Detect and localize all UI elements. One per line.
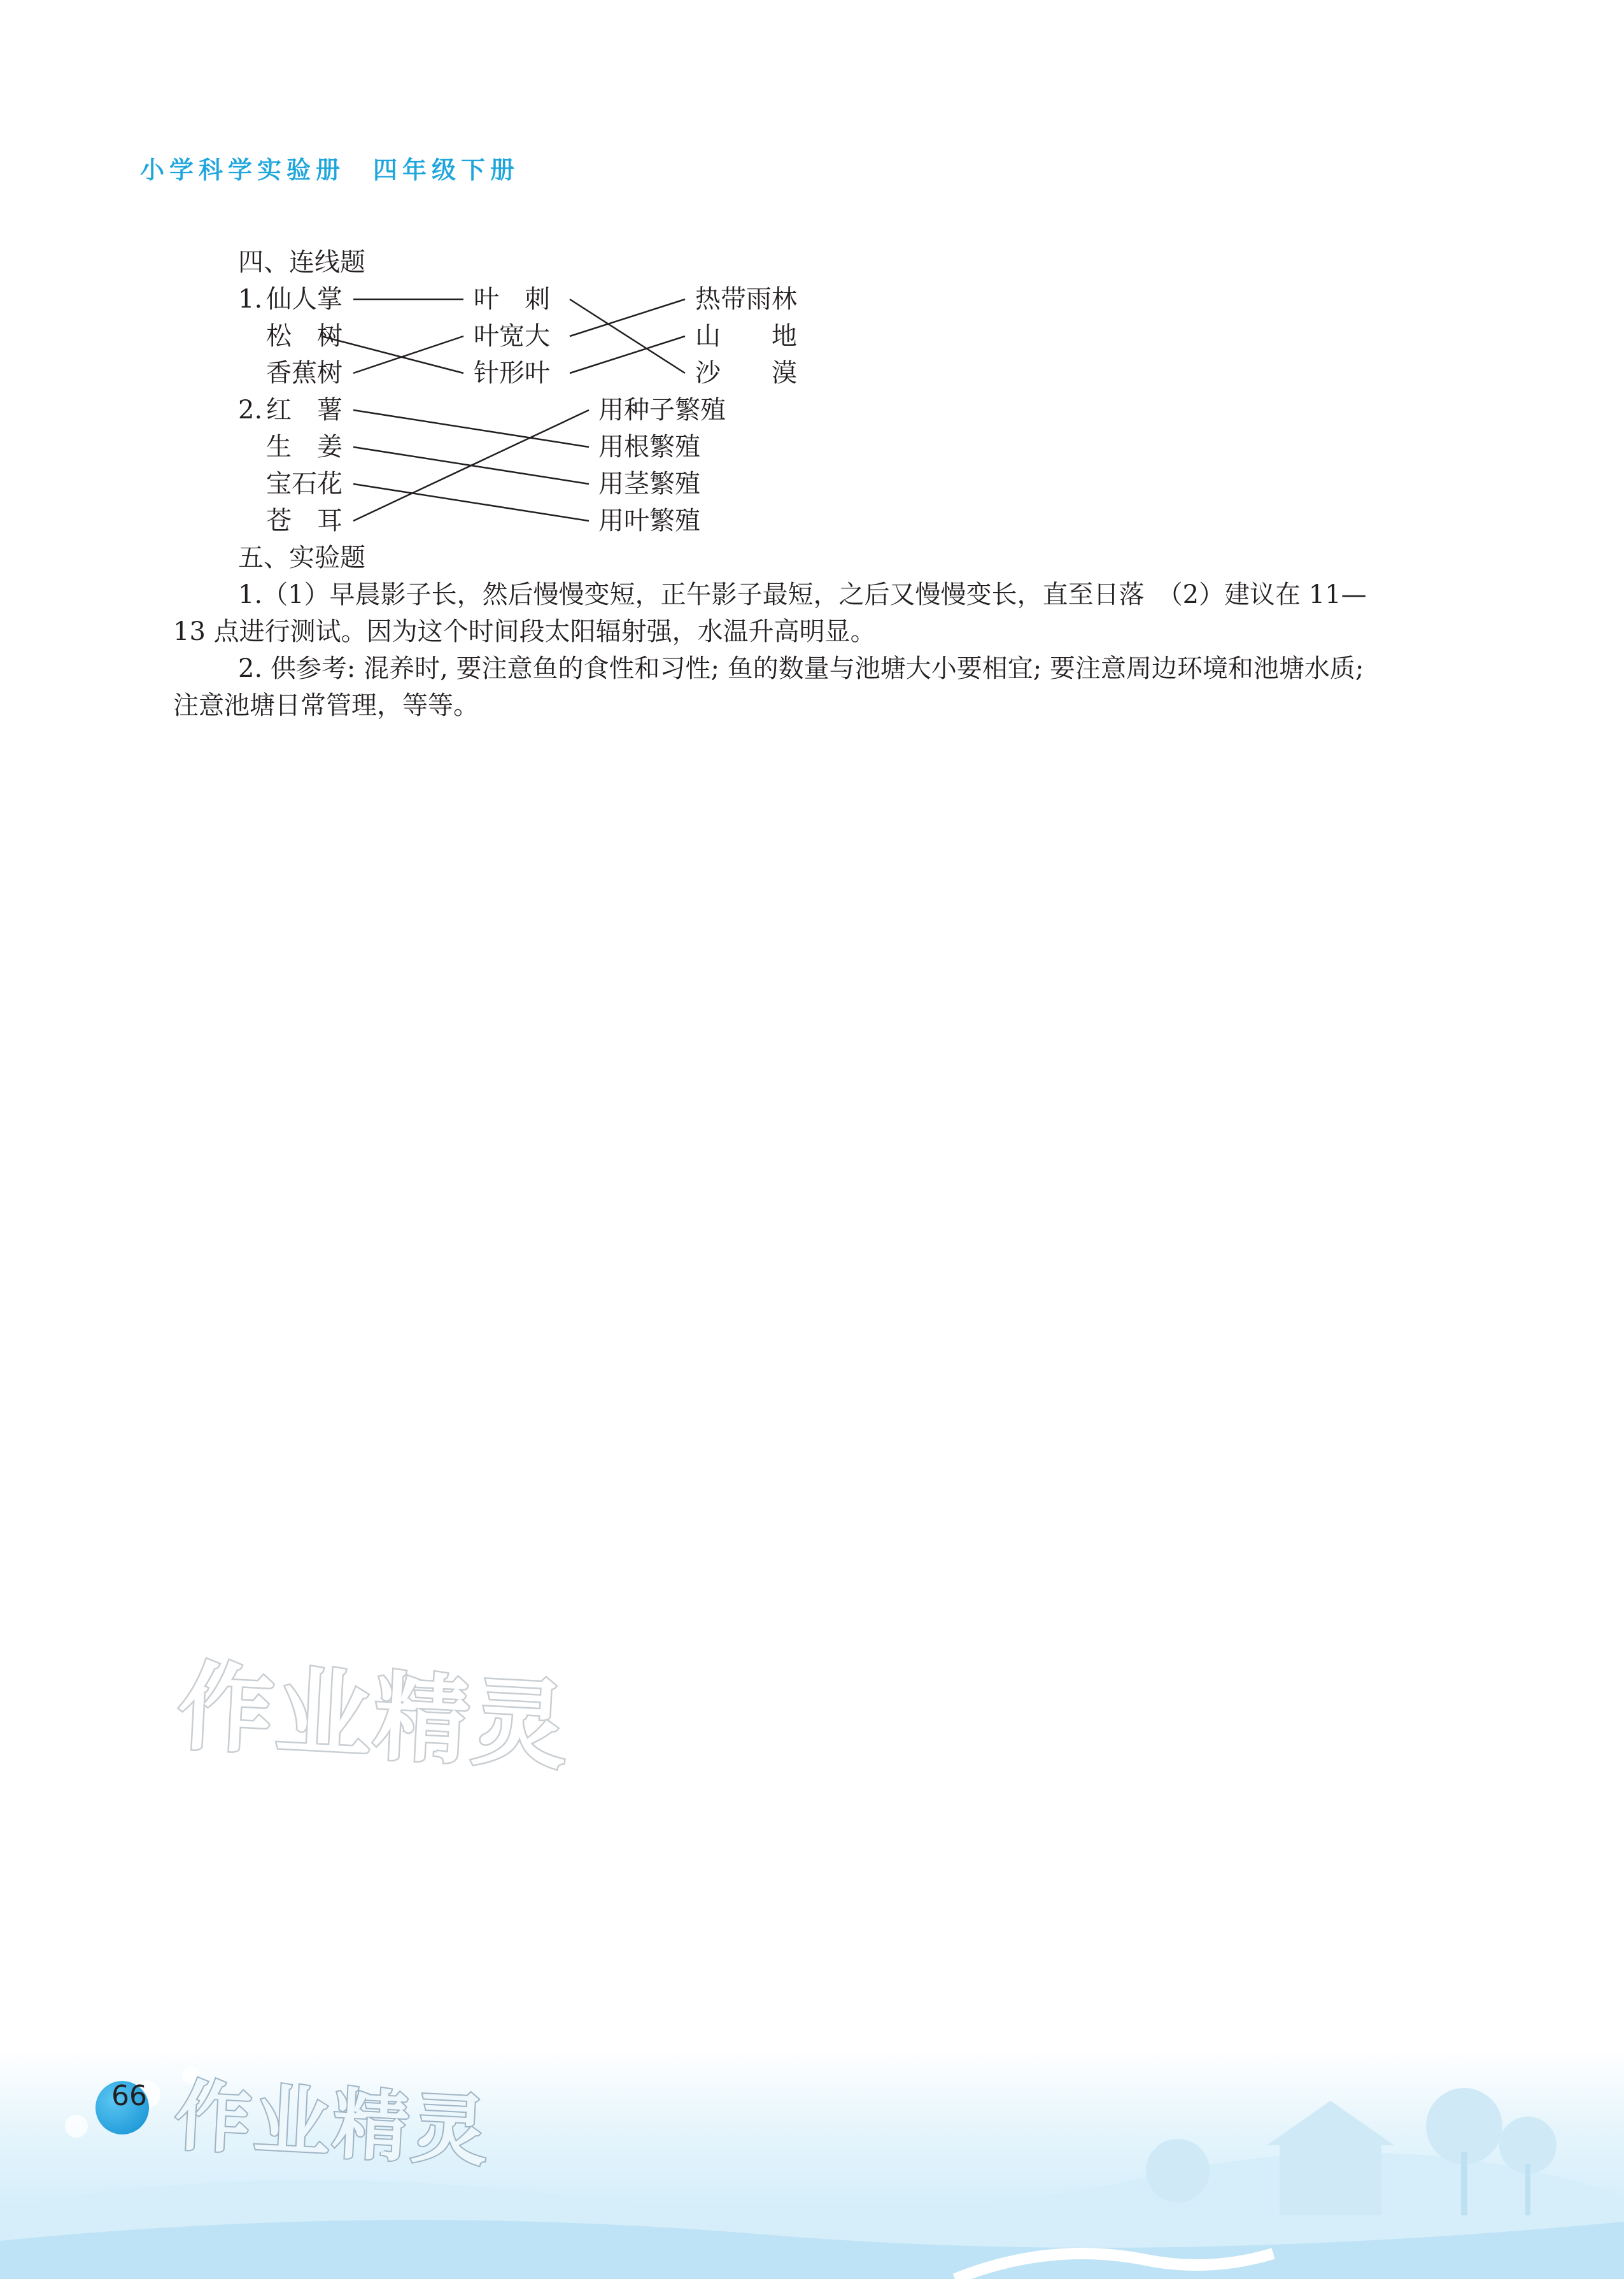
q1-habitat-rainforest: 热带雨林 (695, 285, 797, 314)
q2-method-leaf: 用叶繁殖 (598, 506, 700, 536)
q2-plant-echeveria: 宝石花 (266, 469, 342, 499)
q2-plant-ginger: 生 姜 (266, 432, 342, 462)
q1-leaf-spine: 叶 刺 (474, 285, 550, 314)
q2-method-stem: 用茎繁殖 (598, 469, 700, 499)
q1-number: 1. (238, 285, 263, 314)
experiment-1-line2: 13 点进行测试。因为这个时间段太阳辐射强，水温升高明显。 (173, 617, 876, 646)
q1-plant-cactus: 仙人掌 (266, 285, 342, 314)
experiment-2-line2: 注意池塘日常管理，等等。 (173, 691, 479, 720)
q2-method-root: 用根繁殖 (598, 432, 700, 462)
q1-leaf-needle: 针形叶 (474, 359, 550, 388)
line-broad-rainforest (570, 299, 685, 336)
watermark-logo-bottom: 作业精灵 (173, 2072, 493, 2177)
line-needle-mountain (570, 336, 685, 373)
line-spine-desert (570, 299, 685, 373)
experiment-1-line1: 1.（1）早晨影子长，然后慢慢变短，正午影子最短，之后又慢慢变长，直至日落 （2）建议在 11— (238, 580, 1367, 609)
matching-lines (0, 0, 1624, 573)
book-title: 小学科学实验册 (140, 156, 346, 184)
grade-label: 四年级下册 (373, 156, 520, 184)
q1-plant-pine: 松 树 (266, 322, 342, 351)
section4-heading: 四、连线题 (238, 248, 365, 277)
experiment-2-line1: 2. 供参考: 混养时, 要注意鱼的食性和习性; 鱼的数量与池塘大小要相宜; 要注意周边环境和池塘水质; (238, 654, 1364, 683)
q1-habitat-mountain: 山 地 (695, 322, 797, 351)
q2-method-seed: 用种子繁殖 (598, 395, 726, 425)
q1-plant-banana: 香蕉树 (266, 359, 342, 388)
section5-heading: 五、实验题 (238, 543, 365, 572)
watermark-logo: 作业精灵 (175, 1651, 573, 1783)
line-pine-needle (321, 336, 463, 373)
line-cocklebur-seed (353, 410, 589, 521)
q2-plant-sweet-potato: 红 薯 (266, 395, 342, 425)
line-echeveria-leaf (353, 484, 589, 521)
line-sweetpotato-root (353, 410, 589, 447)
q1-habitat-desert: 沙 漠 (695, 359, 797, 388)
line-banana-broad (353, 336, 463, 373)
q2-number: 2. (238, 395, 263, 425)
q1-leaf-broad: 叶宽大 (474, 322, 550, 351)
q2-plant-cocklebur: 苍 耳 (266, 506, 342, 536)
page-number: 66 (111, 2080, 147, 2112)
